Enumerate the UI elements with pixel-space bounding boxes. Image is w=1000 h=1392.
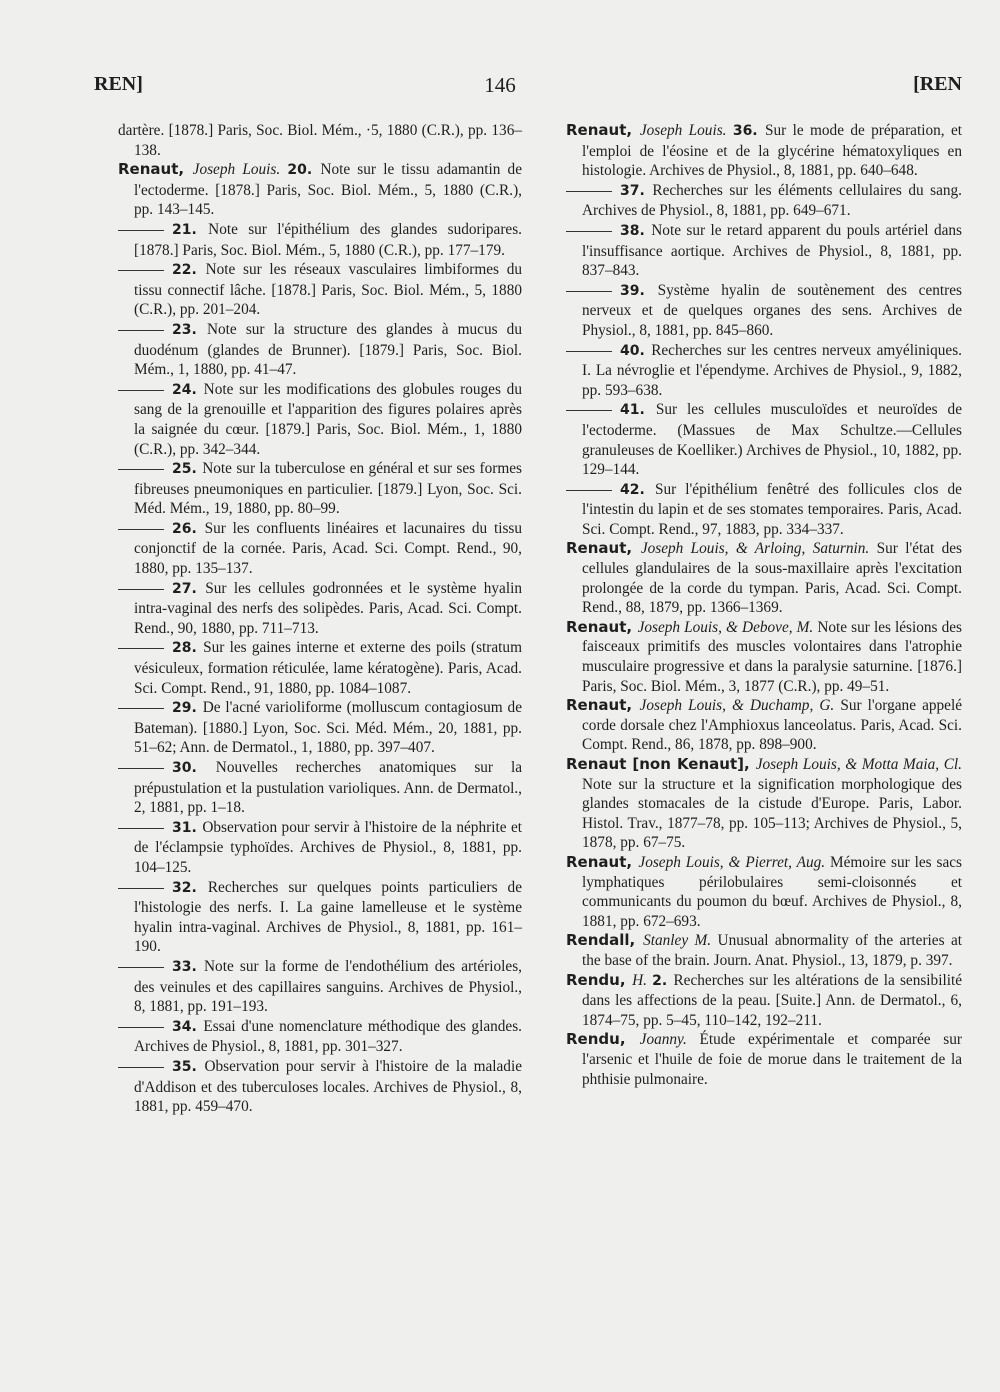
bibliography-entry [566, 341, 962, 401]
entry-number: 41. [620, 402, 656, 419]
ditto-dash [118, 768, 164, 769]
author-given-names: H. [632, 971, 653, 989]
entry-number: 38. [620, 222, 652, 239]
bibliography-entry [118, 758, 522, 818]
bibliography-entry [566, 696, 962, 755]
entry-text: Sur les gaines interne et externe des poils (stratum vésiculeux, formation réticulée, lame kératogène). Paris, Acad. Sci. Compt. Rend., 91, 1880, pp. 1084–1087. [134, 639, 522, 697]
bibliography-entry [118, 957, 522, 1017]
entry-number: 2. [652, 972, 674, 989]
entry-text: Note sur la structure des glandes à mucus du duodénum (glandes de Brunner). [1879.] Paris, Soc. Biol. Mém., 1, 1880, pp. 41–47. [134, 320, 522, 379]
author-given-names: Stanley M. [643, 932, 718, 950]
entry-number: 24. [172, 381, 204, 398]
entry-text: Unusual abnormality of the arteries at the base of the brain. Journ. Anat. Physiol., 13, 1879, p. 397. [582, 932, 963, 969]
bibliography-entry [566, 281, 962, 341]
author-given-names: Joseph Louis, & Pierret, Aug. [638, 853, 830, 871]
entry-number: 42. [620, 481, 655, 498]
ditto-dash [118, 967, 164, 968]
ditto-dash [118, 469, 164, 470]
bibliography-entry [118, 1057, 522, 1117]
ditto-dash [118, 589, 164, 590]
bibliography-entry [566, 400, 962, 479]
entry-text: Recherches sur les éléments cellulaires du sang. Archives de Physiol., 8, 1881, pp. 649–671. [582, 181, 962, 220]
author-name: Renaut, [566, 852, 639, 871]
bibliography-entry [118, 1017, 522, 1057]
bibliography-entry [566, 853, 962, 931]
entry-text: Mémoire sur les sacs lymphatiques périlobulaires semi-cloisonnés et communicants du poumon du bœuf. Archives de Physiol., 8, 1881, pp. 672–693. [582, 853, 963, 930]
bibliography-entry [118, 878, 522, 957]
ditto-dash [118, 1027, 164, 1028]
bibliography-entry [566, 181, 962, 221]
bibliography-entry [566, 480, 962, 540]
bibliography-entry [566, 1030, 962, 1089]
entry-text: Sur le mode de préparation, et l'emploi de l'éosine et de la glycérine hématoxyliques en histologie. Archives de Physiol., 8, 1881, pp. 640–648. [582, 122, 962, 180]
entry-text: Note sur les modifications des globules rouges du sang de la grenouille et l'apparition des figures polaires après la saignée du cœur. [1879.] Paris, Soc. Biol. Mém., 1, 1880 (C.R.), pp. 342–344. [134, 380, 522, 458]
entry-text: Note sur la forme de l'endothélium des artérioles, des veinules et des capillaires sanguins. Archives de Physiol., 8, 1881, pp. 191–193. [134, 957, 522, 1016]
ditto-dash [118, 270, 164, 271]
ditto-dash [118, 708, 164, 709]
bibliography-entry [566, 121, 962, 181]
bibliography-entry [118, 260, 522, 320]
entry-text: Note sur le tissu adamantin de l'ectoderme. [1878.] Paris, Soc. Biol. Mém., 5, 1880 (C.R.), pp. 143–145. [134, 161, 522, 219]
entry-text: Sur les cellules musculoïdes et neuroïdes de l'ectoderme. (Massues de Max Schultze.—Cellules granuleuses de Koelliker.) Archives de Physiol., 10, 1882, pp. 129–144. [582, 401, 962, 479]
bibliography-entry [118, 519, 522, 579]
entry-text: Sur l'état des cellules glandulaires de la sous-maxillaire après l'excitation prolongée de la corde du tympan. Paris, Acad. Sci. Compt. Rend., 88, 1879, pp. 1366–1369. [582, 540, 963, 617]
bibliography-entry [566, 618, 962, 696]
bibliography-entry [118, 698, 522, 758]
author-name: Renaut, [566, 539, 641, 558]
ditto-dash [566, 291, 612, 292]
author-name: Renaut, [566, 696, 640, 715]
bibliography-entry [566, 221, 962, 281]
entry-text: Note sur la tuberculose en général et sur ses formes fibreuses pneumoniques en particulier. [1879.] Lyon, Soc. Sci. Méd. Mém., 19, 1880, pp. 80–99. [134, 460, 522, 518]
bibliography-entry [566, 931, 962, 970]
header-right: [REN [913, 73, 962, 95]
author-given-names: Joanny. [639, 1031, 700, 1049]
ditto-dash [566, 191, 612, 192]
entry-number: 34. [172, 1018, 204, 1035]
bibliography-entry [566, 755, 962, 853]
entry-number: 32. [172, 879, 208, 896]
author-name: Renaut, [566, 617, 638, 636]
entry-text: Sur les cellules godronnées et le système hyalin intra-vaginal des nerfs des solipèdes. Paris, Acad. Sci. Compt. Rend., 90, 1880, pp. 711–713. [134, 579, 522, 637]
bibliography-entry [118, 121, 522, 160]
page-number: 146 [484, 73, 516, 97]
entry-number: 27. [172, 580, 206, 597]
entry-number: 26. [172, 520, 205, 537]
author-name: Rendu, [566, 970, 633, 989]
entry-number: 30. [172, 760, 216, 776]
entry-text: Essai d'une nomenclature méthodique des glandes. Archives de Physiol., 8, 1881, pp. 301–327. [134, 1017, 522, 1056]
bibliography-entry [566, 539, 962, 617]
entry-text: Sur l'épithélium fenêtré des follicules clos de l'intestin du lapin et de ses stomates temporaires. Paris, Acad. Sci. Compt. Rend., 97, 1883, pp. 334–337. [582, 480, 962, 538]
bibliography-entry [118, 579, 522, 639]
entry-text: Note sur l'épithélium des glandes sudoripares. [1878.] Paris, Soc. Biol. Mém., 5, 1880 (C.R.), pp. 177–179. [134, 220, 522, 259]
entry-text: Recherches sur quelques points particuliers de l'histologie des nerfs. I. La gaine lamelleuse et le système hyalin intra-vaginal. Archives de Physiol., 8, 1881, pp. 161–190. [134, 878, 522, 956]
entry-number: 40. [620, 342, 652, 359]
bibliography-entry [566, 971, 962, 1031]
entry-number: 35. [172, 1058, 205, 1075]
entry-text: Observation pour servir à l'histoire de la néphrite et de l'éclampsie typhoïdes. Archives de Physiol., 8, 1881, pp. 104–125. [134, 818, 522, 876]
entry-text: Étude expérimentale et comparée sur l'arsenic et l'huile de foie de morue dans le traitement de la phthisie pulmonaire. [582, 1031, 962, 1088]
bibliography-entry [118, 459, 522, 519]
author-name: Renaut, [566, 121, 640, 139]
author-given-names: Joseph Louis, & Debove, M. [637, 618, 818, 636]
entry-text: De l'acné varioliforme (molluscum contagiosum de Bateman). [1880.] Lyon, Soc. Sci. Méd. Mém., 20, 1881, pp. 51–62; Ann. de Dermatol., 1, 1880, pp. 397–407. [134, 699, 522, 757]
entry-number: 39. [620, 282, 658, 299]
ditto-dash [118, 1067, 164, 1068]
entry-number: 23. [172, 321, 207, 338]
entry-text: Nouvelles recherches anatomiques sur la prépustulation et la pustulation varioliques. Ann. de Dermatol., 2, 1881, pp. 1–18. [134, 759, 522, 817]
ditto-dash [118, 888, 164, 889]
entry-text: Observation pour servir à l'histoire de la maladie d'Addison et des tuberculoses locales. Archives de Physiol., 8, 1881, pp. 459–470. [134, 1057, 522, 1116]
author-given-names: Joseph Louis. [639, 122, 733, 139]
entry-number: 37. [620, 182, 653, 199]
entry-number: 31. [172, 819, 203, 836]
entry-text: Note sur les réseaux vasculaires limbiformes du tissu connectif lâche. [1878.] Paris, Soc. Biol. Mém., 5, 1880 (C.R.), pp. 201–204. [134, 261, 522, 319]
author-name: Renaut [non Kenaut], [566, 755, 756, 773]
author-given-names: Joseph Louis, & Duchamp, G. [639, 697, 841, 715]
bibliography-entry [118, 818, 522, 878]
entry-text: Sur les confluents linéaires et lacunaires du tissu conjonctif de la cornée. Paris, Acad. Sci. Compt. Rend., 90, 1880, pp. 135–137. [134, 519, 522, 578]
entry-text: Système hyalin de soutènement des centres nerveux et de quelques organes des sens. Archives de Physiol., 8, 1881, pp. 845–860. [582, 281, 962, 339]
entry-number: 22. [172, 262, 206, 279]
entry-number: 33. [172, 958, 204, 975]
entry-number: 21. [172, 221, 209, 238]
author-name: Rendall, [566, 931, 644, 950]
bibliography-entry [118, 160, 522, 220]
entry-number: 29. [172, 700, 203, 717]
author-given-names: Joseph Louis. [192, 161, 288, 179]
entry-text: Recherches sur les altérations de la sensibilité dans les affections de la peau. [Suite.] Ann. de Dermatol., 6, 1874–75, pp. 5–45, 110–142, 192–211. [582, 971, 962, 1029]
ditto-dash [566, 410, 612, 411]
bibliography-entry [118, 380, 522, 459]
bibliography-entry [118, 220, 522, 260]
ditto-dash [118, 648, 164, 649]
right-column [566, 121, 962, 1089]
bibliography-entry [118, 320, 522, 380]
author-name: Rendu, [566, 1030, 640, 1049]
ditto-dash [566, 351, 612, 352]
author-name: Renaut, [118, 160, 193, 179]
entry-number: 36. [732, 123, 766, 139]
ditto-dash [118, 330, 164, 331]
ditto-dash [118, 828, 164, 829]
ditto-dash [118, 529, 164, 530]
entry-number: 28. [172, 640, 204, 657]
entry-number: 25. [172, 461, 203, 478]
entry-text: dartère. [1878.] Paris, Soc. Biol. Mém., ·5, 1880 (C.R.), pp. 136–138. [118, 122, 522, 159]
author-given-names: Joseph Louis, & Motta Maia, Cl. [755, 756, 963, 773]
entry-text: Note sur les lésions des faisceaux primitifs des muscles volontaires dans l'atrophie musculaire progressive et dans la paralysie saturnine. [1876.] Paris, Soc. Biol. Mém., 3, 1877 (C.R.), pp. 49–51. [582, 618, 962, 695]
ditto-dash [566, 490, 612, 491]
entry-text: Recherches sur les centres nerveux amyéliniques. I. La névroglie et l'épendyme. Archives de Physiol., 9, 1882, pp. 593–638. [582, 341, 962, 399]
running-header [0, 73, 1000, 103]
bibliography-entry [118, 638, 522, 698]
ditto-dash [118, 230, 164, 231]
entry-text: Note sur la structure et la signification morphologique des glandes stomacales de la cistude d'Europe. Paris, Labor. Histol. Trav., 1877–78, pp. 105–113; Archives de Physiol., 5, 1878, pp. 67–75. [582, 775, 962, 852]
header-left: REN] [94, 73, 143, 95]
entry-number: 20. [287, 162, 321, 179]
entry-text: Note sur le retard apparent du pouls artériel dans l'insuffisance aortique. Archives de Physiol., 8, 1881, pp. 837–843. [582, 221, 962, 280]
left-column [118, 121, 522, 1117]
ditto-dash [118, 390, 164, 391]
author-given-names: Joseph Louis, & Arloing, Saturnin. [640, 540, 877, 558]
ditto-dash [566, 231, 612, 232]
entry-text: Sur l'organe appelé corde dorsale chez l'Amphioxus lanceolatus. Paris, Acad. Sci. Compt. Rend., 86, 1878, pp. 898–900. [582, 697, 962, 754]
